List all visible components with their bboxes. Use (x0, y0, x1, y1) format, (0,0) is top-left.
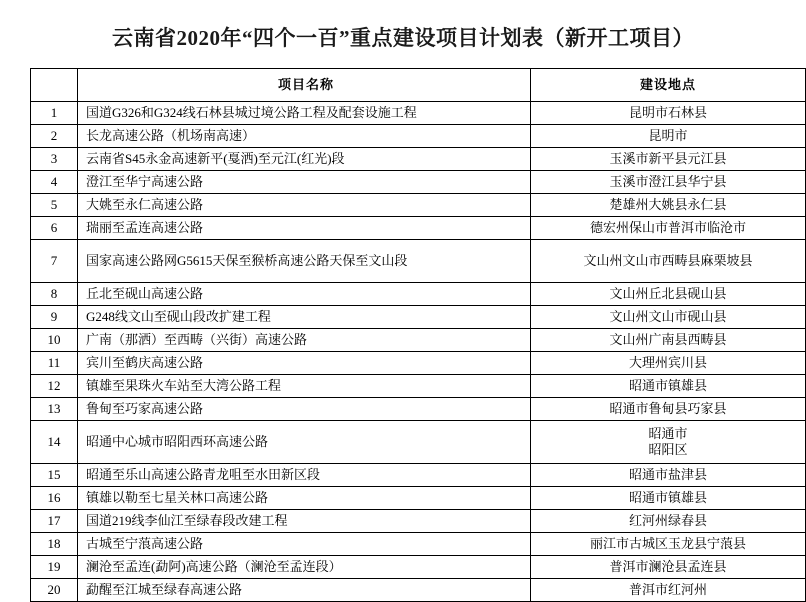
project-name: 国道G326和G324线石林县城过境公路工程及配套设施工程 (78, 102, 531, 125)
table-row (31, 464, 806, 487)
row-number: 7 (31, 240, 78, 283)
table-header-row (31, 69, 806, 102)
table-row (31, 329, 806, 352)
project-name: 昭通中心城市昭阳西环高速公路 (78, 421, 531, 464)
project-name: 长龙高速公路（机场南高速） (78, 125, 531, 148)
project-name: 云南省S45永金高速新平(戛洒)至元江(红光)段 (78, 148, 531, 171)
project-name: 瑞丽至孟连高速公路 (78, 217, 531, 240)
column-header-no (31, 69, 78, 102)
project-location: 昭通市 昭阳区 (531, 421, 806, 464)
row-number: 15 (31, 464, 78, 487)
project-location: 文山州丘北县砚山县 (531, 283, 806, 306)
project-name: G248线文山至砚山段改扩建工程 (78, 306, 531, 329)
row-number: 1 (31, 102, 78, 125)
table-header (31, 69, 806, 102)
project-location: 丽江市古城区玉龙县宁蒗县 (531, 533, 806, 556)
row-number: 13 (31, 398, 78, 421)
row-number: 11 (31, 352, 78, 375)
table-row (31, 375, 806, 398)
table-row (31, 398, 806, 421)
table-body (31, 102, 806, 602)
table-row (31, 240, 806, 283)
project-location: 昭通市镇雄县 (531, 487, 806, 510)
table-row (31, 194, 806, 217)
project-location: 普洱市澜沧县孟连县 (531, 556, 806, 579)
project-name: 国家高速公路网G5615天保至猴桥高速公路天保至文山段 (78, 240, 531, 283)
table-row (31, 487, 806, 510)
project-location: 玉溪市澄江县华宁县 (531, 171, 806, 194)
project-name: 宾川至鹤庆高速公路 (78, 352, 531, 375)
project-name: 鲁甸至巧家高速公路 (78, 398, 531, 421)
project-location: 昆明市 (531, 125, 806, 148)
project-location: 红河州绿春县 (531, 510, 806, 533)
project-location: 大理州宾川县 (531, 352, 806, 375)
row-number: 5 (31, 194, 78, 217)
project-location: 普洱市红河州 (531, 579, 806, 602)
project-name: 澄江至华宁高速公路 (78, 171, 531, 194)
project-location: 昭通市镇雄县 (531, 375, 806, 398)
project-plan-table (30, 68, 806, 602)
table-row (31, 148, 806, 171)
table-row (31, 510, 806, 533)
project-location: 昆明市石林县 (531, 102, 806, 125)
table-row (31, 306, 806, 329)
page-title: 云南省2020年“四个一百”重点建设项目计划表（新开工项目） (112, 26, 694, 50)
column-header-location: 建设地点 (531, 69, 806, 102)
row-number: 3 (31, 148, 78, 171)
row-number: 12 (31, 375, 78, 398)
project-name: 古城至宁蒗高速公路 (78, 533, 531, 556)
project-name: 昭通至乐山高速公路青龙咀至水田新区段 (78, 464, 531, 487)
table-row (31, 579, 806, 602)
project-name: 广南（那洒）至西畴（兴街）高速公路 (78, 329, 531, 352)
table-row (31, 171, 806, 194)
project-location: 文山州文山市砚山县 (531, 306, 806, 329)
table-row (31, 533, 806, 556)
row-number: 17 (31, 510, 78, 533)
row-number: 20 (31, 579, 78, 602)
table-row (31, 283, 806, 306)
table-row (31, 125, 806, 148)
project-name: 镇雄至果珠火车站至大湾公路工程 (78, 375, 531, 398)
project-location: 昭通市盐津县 (531, 464, 806, 487)
project-name: 国道219线李仙江至绿春段改建工程 (78, 510, 531, 533)
table-row (31, 102, 806, 125)
project-name: 大姚至永仁高速公路 (78, 194, 531, 217)
table-row (31, 556, 806, 579)
row-number: 16 (31, 487, 78, 510)
row-number: 14 (31, 421, 78, 464)
project-name: 勐醒至江城至绿春高速公路 (78, 579, 531, 602)
row-number: 19 (31, 556, 78, 579)
row-number: 8 (31, 283, 78, 306)
project-name: 澜沧至孟连(勐阿)高速公路（澜沧至孟连段） (78, 556, 531, 579)
project-location: 昭通市鲁甸县巧家县 (531, 398, 806, 421)
row-number: 10 (31, 329, 78, 352)
row-number: 2 (31, 125, 78, 148)
project-location: 德宏州保山市普洱市临沧市 (531, 217, 806, 240)
project-location: 玉溪市新平县元江县 (531, 148, 806, 171)
table-row (31, 352, 806, 375)
project-location: 文山州广南县西畴县 (531, 329, 806, 352)
project-name: 丘北至砚山高速公路 (78, 283, 531, 306)
table-row (31, 217, 806, 240)
row-number: 18 (31, 533, 78, 556)
row-number: 6 (31, 217, 78, 240)
project-name: 镇雄以勒至七星关林口高速公路 (78, 487, 531, 510)
project-location: 楚雄州大姚县永仁县 (531, 194, 806, 217)
column-header-name: 项目名称 (78, 69, 531, 102)
row-number: 4 (31, 171, 78, 194)
project-location: 文山州文山市西畴县麻栗坡县 (531, 240, 806, 283)
table-row (31, 421, 806, 464)
row-number: 9 (31, 306, 78, 329)
